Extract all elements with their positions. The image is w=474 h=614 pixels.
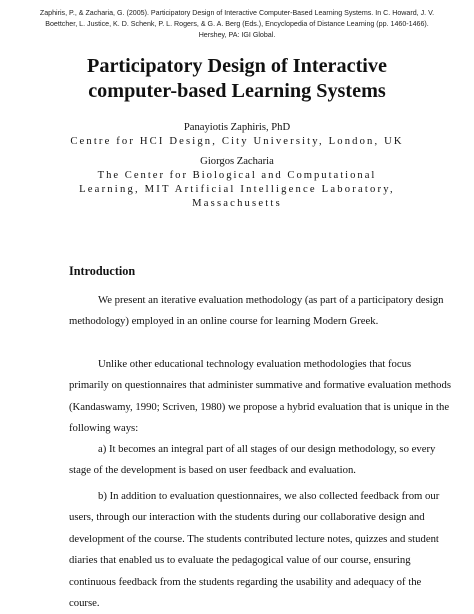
author-block (20, 155, 454, 211)
citation-line: Boettcher, L. Justice, K. D. Schenk, P. L. Rogers, & G. A. Berg (Eds.), Encyclopedia of Distance Learning (pp. 1460-1466). (45, 20, 429, 28)
text-line: users, through our interaction with the students during our collaborative design and (69, 511, 425, 524)
text-line: diaries that enabled us to evaluate the pedagogical value of our course, ensuring (69, 554, 411, 567)
text-line: continuous feedback from the students regarding the usability and adequacy of the (69, 575, 422, 588)
text-line: methodology) employed in an online course for learning Modern Greek. (69, 315, 379, 328)
text-line: stage of the development is based on user feedback and evaluation. (69, 464, 356, 477)
text-line: a) It becomes an integral part of all stages of our design methodology, so every (98, 443, 436, 455)
citation-header (18, 8, 456, 41)
paragraph (69, 290, 444, 333)
paragraph (69, 486, 440, 614)
title-line: computer-based Learning Systems (88, 80, 386, 102)
title-line: Participatory Design of Interactive (87, 55, 387, 77)
section-heading: Introduction (69, 264, 136, 278)
text-line: Unlike other educational technology evaluation methodologies that focus (98, 358, 412, 370)
citation-line: Zaphiris, P., & Zacharia, G. (2005). Participatory Design of Interactive Computer-Based Learning Systems. In C. Howard, J. V. (39, 9, 435, 17)
text-line: (Kandaswamy, 1990; Scriven, 1980) we propose a hybrid evaluation that is unique in the (69, 400, 450, 413)
author-affiliation: Massachusetts (192, 198, 282, 209)
text-line: following ways: (69, 422, 139, 435)
paragraph (69, 354, 451, 440)
author-affiliation: Centre for HCI Design, City University, London, UK (70, 136, 404, 147)
text-line: course. (69, 597, 100, 610)
author-affiliation: The Center for Biological and Computational (97, 170, 377, 181)
text-line: primarily on questionnaires that administer summative and formative evaluation methods (69, 379, 451, 392)
paragraph (69, 439, 436, 482)
author-affiliation: Learning, MIT Artificial Intelligence Laboratory, (79, 184, 395, 195)
author-name: Giorgos Zacharia (200, 156, 274, 167)
text-line: b) In addition to evaluation questionnaires, we also collected feedback from our (98, 490, 440, 502)
author-block (20, 121, 454, 149)
author-name: Panayiotis Zaphiris, PhD (183, 122, 291, 133)
text-line: development of the course. The students contributed lecture notes, quizzes and student (69, 532, 439, 545)
citation-line: Hershey, PA: IGI Global. (198, 31, 276, 39)
paper-title (20, 54, 454, 104)
text-line: We present an iterative evaluation methodology (as part of a participatory design (98, 294, 444, 306)
